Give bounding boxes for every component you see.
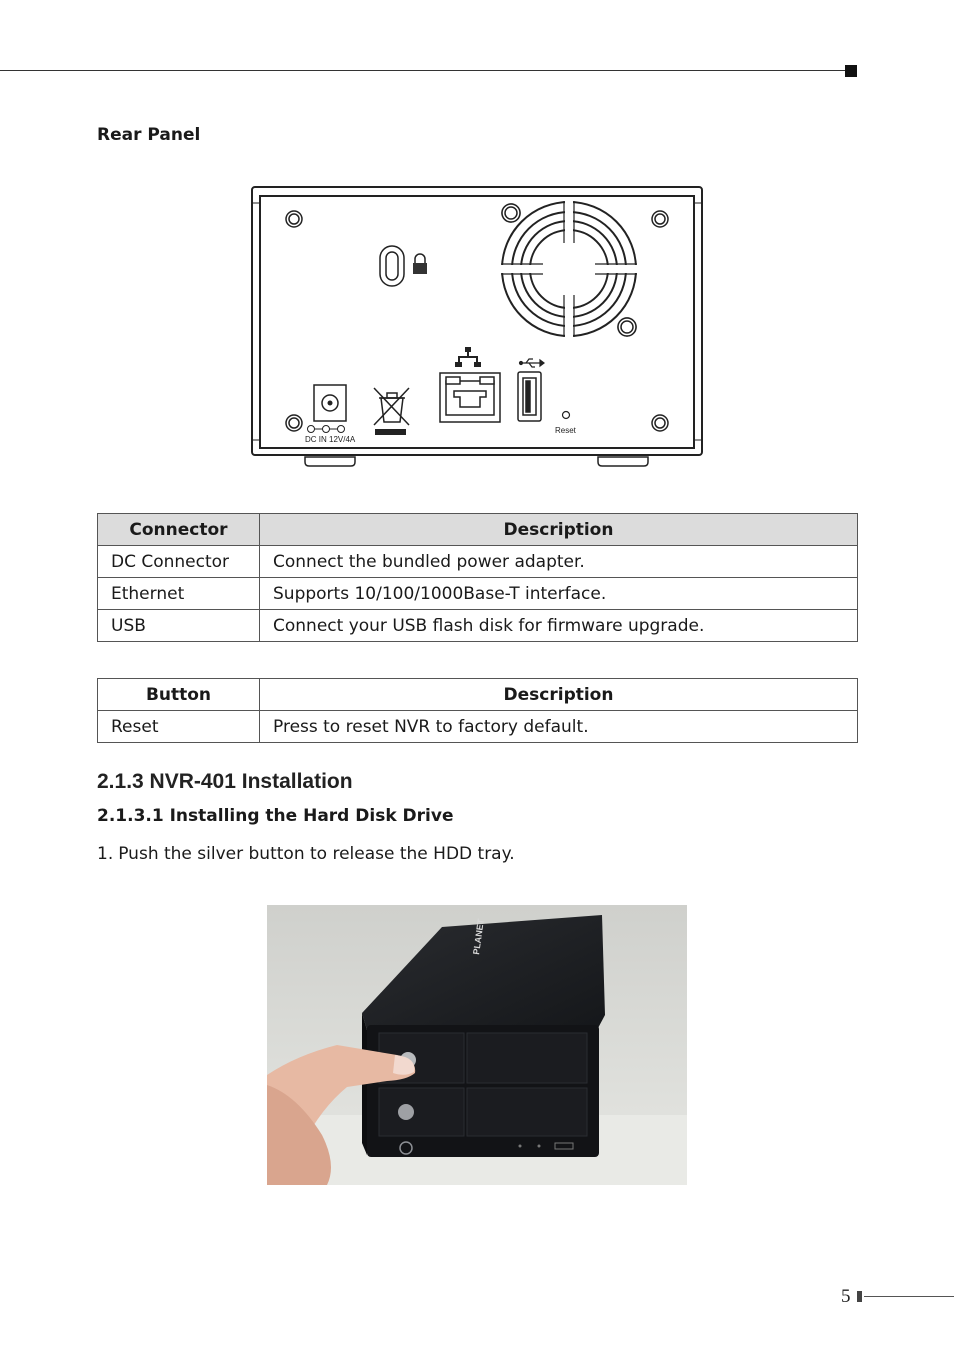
instruction-step: [97, 844, 515, 864]
footer-marker: [857, 1291, 862, 1302]
table-cell: Connect your USB flash disk for firmware upgrade.: [260, 610, 858, 642]
table-header-row: [98, 514, 858, 546]
header-marker: [845, 65, 857, 77]
page-number: 5: [841, 1286, 851, 1307]
footer-rule: [864, 1296, 954, 1297]
table-cell: Ethernet: [98, 578, 260, 610]
rear-panel-diagram: [250, 185, 704, 470]
table-cell: Press to reset NVR to factory default.: [260, 711, 858, 743]
table-row: [98, 578, 858, 610]
section-heading: 2.1.3 NVR-401 Installation: [97, 770, 353, 793]
nvr-device-photo: [267, 905, 687, 1185]
table-cell: Supports 10/100/1000Base-T interface.: [260, 578, 858, 610]
dc-in-label: DC IN 12V/4A: [305, 435, 356, 444]
column-header: Button: [98, 679, 260, 711]
column-header: Connector: [98, 514, 260, 546]
table-row: [98, 711, 858, 743]
table-cell: USB: [98, 610, 260, 642]
step-text: Push the silver button to release the HDD tray.: [118, 844, 515, 864]
table-cell: DC Connector: [98, 546, 260, 578]
table-row: [98, 610, 858, 642]
table-cell: Connect the bundled power adapter.: [260, 546, 858, 578]
button-table: [97, 678, 858, 743]
subsection-heading: 2.1.3.1 Installing the Hard Disk Drive: [97, 806, 454, 826]
column-header: Description: [260, 679, 858, 711]
header-rule: [0, 70, 848, 71]
step-number: 1.: [97, 844, 114, 864]
table-row: [98, 546, 858, 578]
reset-label: Reset: [555, 426, 576, 435]
connector-table: [97, 513, 858, 642]
column-header: Description: [260, 514, 858, 546]
table-header-row: [98, 679, 858, 711]
section-title: Rear Panel: [97, 125, 201, 145]
brand-logo: PLANET: [471, 918, 486, 956]
table-cell: Reset: [98, 711, 260, 743]
